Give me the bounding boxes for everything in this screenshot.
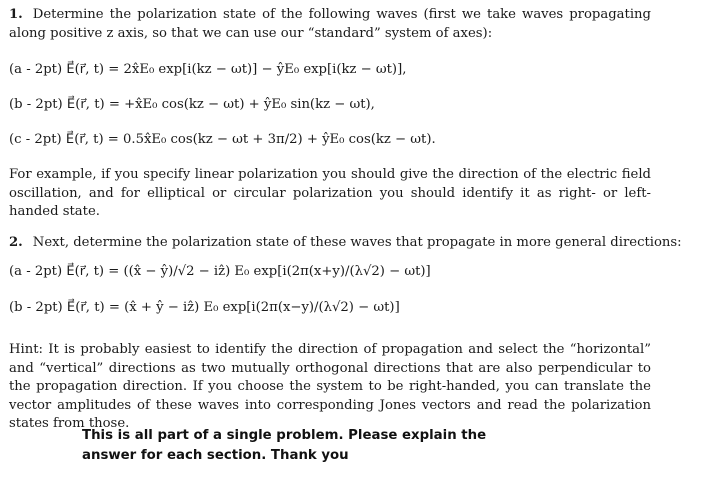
- equation: E⃗(r⃗, t) = +x̂E₀ cos(kz − ωt) + ŷE₀ sin(kz − ωt),: [66, 97, 375, 112]
- problem-2-text: Next, determine the polarization state of these waves that propagate in more general directions:: [32, 235, 682, 250]
- request-note: This is all part of a single problem. Please explain the answer for each section. Thank you: [82, 428, 487, 463]
- problem-2-intro: [9, 235, 682, 251]
- equation: E⃗(r⃗, t) = ((x̂ − ŷ)/√2 − iẑ) E₀ exp[i(2π(x+y)/(λ√2) − ωt)]: [66, 264, 431, 279]
- hint-paragraph: Hint: It is probably easiest to identify the direction of propagation and select the “horizontal” and “vertical” directions as two mutually orthogonal directions that are also perpendicular to the propagation direction. If you choose the system to be right-handed, you can translate the vector amplitudes of these waves into corresponding Jones vectors and read the polarization states from those.: [9, 342, 651, 431]
- problem-1-number: 1.: [9, 7, 23, 22]
- problem-2-part-b: [9, 300, 400, 316]
- part-label: (b - 2pt): [9, 97, 63, 112]
- equation: E⃗(r⃗, t) = 2x̂E₀ exp[i(kz − ωt)] − ŷE₀ exp[i(kz − ωt)],: [66, 62, 407, 77]
- equation: E⃗(r⃗, t) = (x̂ + ŷ − iẑ) E₀ exp[i(2π(x−y)/(λ√2) − ωt)]: [66, 300, 400, 315]
- part-label: (c - 2pt): [9, 132, 62, 147]
- problem-1-intro: [9, 6, 651, 43]
- problem-2-part-a: [9, 264, 431, 280]
- problem-2-number: 2.: [9, 235, 23, 250]
- problem-1-example: For example, if you specify linear polarization you should give the direction of the electric field oscillation, and for elliptical or circular polarization you should identify it as right- or left-handed state.: [9, 167, 651, 219]
- problem-1-part-b: [9, 97, 375, 113]
- part-label: (a - 2pt): [9, 264, 63, 279]
- equation: E⃗(r⃗, t) = 0.5x̂E₀ cos(kz − ωt + 3π/2) + ŷE₀ cos(kz − ωt).: [65, 132, 436, 147]
- problem-1-part-c: [9, 132, 436, 148]
- part-label: (b - 2pt): [9, 300, 63, 315]
- problem-1-text: Determine the polarization state of the following waves (first we take waves propagating along positive z axis, so that we can use our “standard” system of axes):: [9, 7, 651, 41]
- part-label: (a - 2pt): [9, 62, 63, 77]
- problem-1-part-a: [9, 62, 406, 78]
